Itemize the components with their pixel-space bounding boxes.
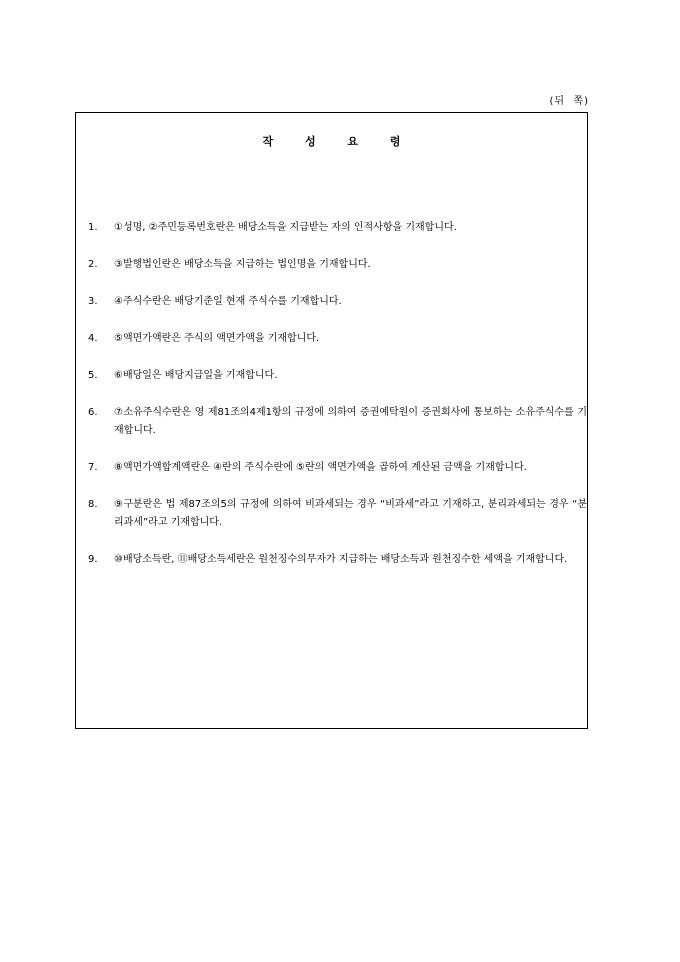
page-side-label: (뒤 쪽) (549, 96, 589, 107)
instruction-text: ⑧액면가액합계액란은 ④란의 주식수란에 ⑤란의 액면가액을 곱하여 계산된 금액을 기재합니다. (114, 462, 527, 473)
instruction-text: ③발행법인란은 배당소득을 지급하는 법인명을 기재합니다. (114, 259, 371, 270)
instruction-item (88, 551, 587, 569)
instruction-item (88, 219, 587, 237)
instruction-number: 9. (88, 554, 101, 565)
instruction-item (88, 367, 587, 385)
instruction-number: 4. (88, 333, 101, 344)
instruction-item (88, 459, 587, 477)
instruction-text: ⑤액면가액란은 주식의 액면가액을 기재합니다. (114, 333, 320, 344)
instruction-number: 2. (88, 259, 101, 270)
instruction-text: ⑦소유주식수란은 영 제81조의4제1항의 규정에 의하여 증권예탁원이 증권회사에 통보하는 소유주식수를 기재합니다. (114, 407, 587, 436)
instruction-text: ①성명, ②주민등록번호란은 배당소득을 지급받는 자의 인적사항을 기재합니다. (114, 222, 457, 233)
instructions-box (75, 112, 588, 729)
instruction-item (88, 256, 587, 274)
instruction-number: 1. (88, 222, 101, 233)
instructions-list (88, 219, 587, 588)
instruction-number: 8. (88, 499, 101, 510)
instruction-number: 6. (88, 407, 101, 418)
instruction-number: 7. (88, 462, 101, 473)
instruction-item (88, 293, 587, 311)
instruction-item (88, 404, 587, 440)
instruction-item (88, 496, 587, 532)
instruction-number: 5. (88, 370, 101, 381)
instruction-number: 3. (88, 296, 101, 307)
instruction-text: ⑥배당일은 배당지급일을 기재합니다. (114, 370, 278, 381)
instruction-item (88, 330, 587, 348)
instruction-text: ⑩배당소득란, ⑪배당소득세란은 원천징수의무자가 지급하는 배당소득과 원천징수한 세액을 기재합니다. (114, 554, 568, 565)
instruction-text: ④주식수란은 배당기준일 현재 주식수를 기재합니다. (114, 296, 342, 307)
instructions-title: 작 성 요 령 (262, 135, 415, 148)
instruction-text: ⑨구분란은 법 제87조의5의 규정에 의하여 비과세되는 경우 “비과세”라고 기재하고, 분리과세되는 경우 “분리과세”라고 기재합니다. (114, 499, 587, 528)
